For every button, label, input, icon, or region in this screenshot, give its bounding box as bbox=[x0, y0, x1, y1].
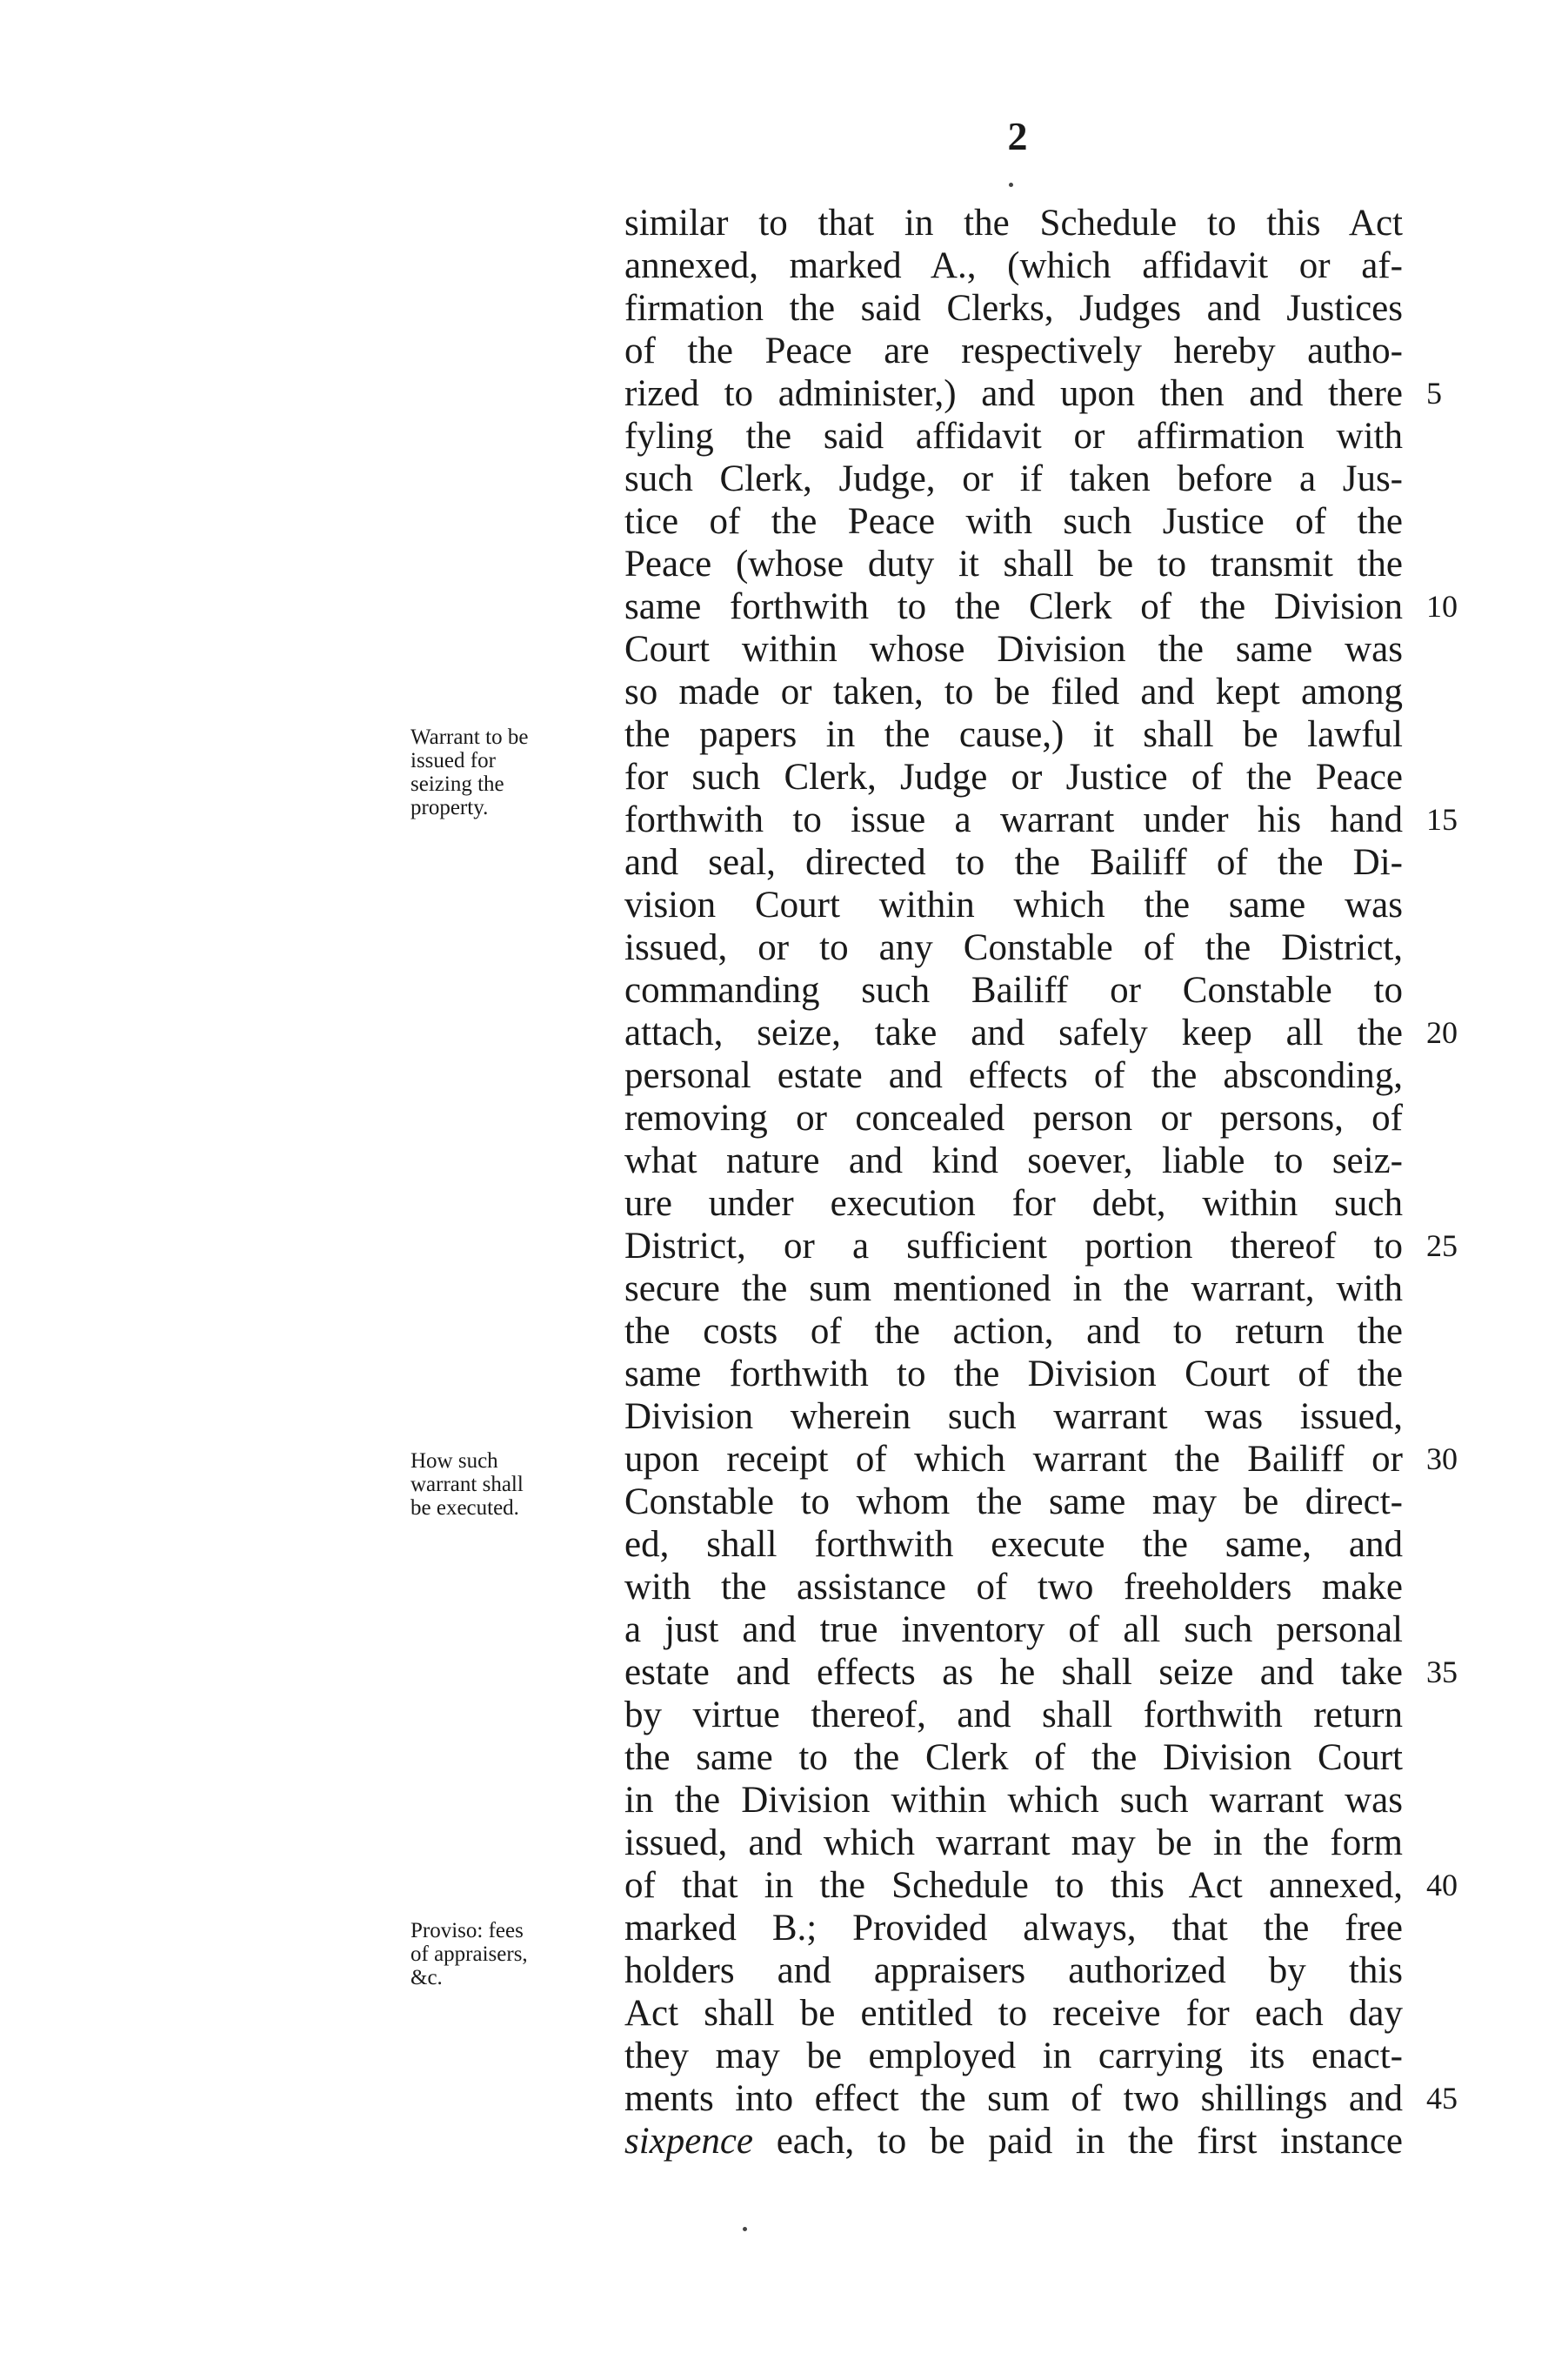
body-line-27: the costs of the action, and to return the bbox=[624, 1311, 1403, 1352]
body-line-18: issued, or to any Constable of the District, bbox=[624, 927, 1403, 968]
margin-note-line: Proviso: fees bbox=[410, 1919, 524, 1942]
body-line-26: secure the sum mentioned in the warrant, with bbox=[624, 1268, 1403, 1309]
margin-note-line: seizing the bbox=[410, 772, 504, 796]
ink-speck bbox=[1009, 183, 1013, 187]
body-line-1: similar to that in the Schedule to this Act bbox=[624, 203, 1403, 244]
body-line-9: Peace (whose duty it shall be to transmit the bbox=[624, 544, 1403, 585]
margin-note-execution bbox=[410, 1449, 619, 1520]
body-line-2: annexed, marked A., (which affidavit or af- bbox=[624, 245, 1403, 286]
body-line-43: Act shall be entitled to receive for each day bbox=[624, 1993, 1403, 2034]
body-line-6: fyling the said affidavit or affirmation with bbox=[624, 416, 1403, 457]
margin-note-line: be executed. bbox=[410, 1496, 519, 1520]
body-line-35: estate and effects as he shall seize and take bbox=[624, 1652, 1403, 1693]
body-line-5: rized to administer,) and upon then and there bbox=[624, 373, 1403, 414]
body-line-36: by virtue thereof, and shall forthwith return bbox=[624, 1695, 1403, 1735]
body-line-46 bbox=[624, 2120, 1403, 2163]
body-line-39: issued, and which warrant may be in the form bbox=[624, 1822, 1403, 1863]
margin-note-line: warrant shall bbox=[410, 1473, 524, 1496]
body-line-45: ments into effect the sum of two shillings and bbox=[624, 2078, 1403, 2119]
line-number-40: 40 bbox=[1426, 1868, 1458, 1902]
body-line-28: same forthwith to the Division Court of the bbox=[624, 1354, 1403, 1394]
body-line-24: ure under execution for debt, within such bbox=[624, 1183, 1403, 1224]
body-line-29: Division wherein such warrant was issued, bbox=[624, 1396, 1403, 1437]
body-line-19: commanding such Bailiff or Constable to bbox=[624, 970, 1403, 1011]
margin-note-line: of appraisers, bbox=[410, 1942, 528, 1966]
line-number-30: 30 bbox=[1426, 1441, 1458, 1476]
line-number-25: 25 bbox=[1426, 1228, 1458, 1263]
margin-note-line: How such bbox=[410, 1449, 498, 1473]
line-number-15: 15 bbox=[1426, 802, 1458, 837]
margin-note-proviso bbox=[410, 1919, 619, 1989]
body-line-15: forthwith to issue a warrant under his hand bbox=[624, 799, 1403, 840]
line-number-45: 45 bbox=[1426, 2081, 1458, 2116]
body-line-32: ed, shall forthwith execute the same, and bbox=[624, 1524, 1403, 1565]
margin-note-line: property. bbox=[410, 796, 489, 819]
body-line-44: they may be employed in carrying its enact- bbox=[624, 2036, 1403, 2076]
body-line-38: in the Division within which such warrant was bbox=[624, 1780, 1403, 1821]
body-line-25: District, or a sufficient portion thereof to bbox=[624, 1226, 1403, 1267]
body-line-8: tice of the Peace with such Justice of the bbox=[624, 501, 1403, 542]
line-number-20: 20 bbox=[1426, 1015, 1458, 1050]
body-line-40: of that in the Schedule to this Act annexed, bbox=[624, 1865, 1403, 1906]
body-line-37: the same to the Clerk of the Division Court bbox=[624, 1737, 1403, 1778]
body-line-17: vision Court within which the same was bbox=[624, 885, 1403, 926]
body-line-42: holders and appraisers authorized by this bbox=[624, 1950, 1403, 1991]
body-line-13: the papers in the cause,) it shall be lawful bbox=[624, 714, 1403, 755]
line-number-5: 5 bbox=[1426, 376, 1442, 411]
line-number-10: 10 bbox=[1426, 589, 1458, 624]
body-line-14: for such Clerk, Judge or Justice of the Peace bbox=[624, 757, 1403, 798]
body-line-11: Court within whose Division the same was bbox=[624, 629, 1403, 670]
body-text bbox=[624, 202, 1403, 2163]
body-line-3: firmation the said Clerks, Judges and Justices bbox=[624, 288, 1403, 329]
body-line-41: marked B.; Provided always, that the free bbox=[624, 1908, 1403, 1949]
margin-note-line: &c. bbox=[410, 1966, 443, 1989]
body-line-7: such Clerk, Judge, or if taken before a Jus- bbox=[624, 458, 1403, 499]
margin-note-warrant bbox=[410, 725, 619, 819]
body-line-34: a just and true inventory of all such personal bbox=[624, 1609, 1403, 1650]
body-line-10: same forthwith to the Clerk of the Division bbox=[624, 586, 1403, 627]
body-line-31: Constable to whom the same may be direct- bbox=[624, 1481, 1403, 1522]
body-line-12: so made or taken, to be filed and kept among bbox=[624, 672, 1403, 712]
body-line-30: upon receipt of which warrant the Bailiff or bbox=[624, 1439, 1403, 1480]
line-number-35: 35 bbox=[1426, 1655, 1458, 1689]
italic-word: sixpence bbox=[624, 2121, 754, 2162]
body-line-33: with the assistance of two freeholders make bbox=[624, 1567, 1403, 1608]
body-line-4: of the Peace are respectively hereby autho- bbox=[624, 331, 1403, 371]
body-line-20: attach, seize, take and safely keep all the bbox=[624, 1013, 1403, 1053]
page-number: 2 bbox=[1007, 114, 1028, 158]
ink-speck bbox=[743, 2227, 747, 2231]
body-line-22: removing or concealed person or persons, of bbox=[624, 1098, 1403, 1139]
margin-note-line: issued for bbox=[410, 749, 496, 772]
body-line-21: personal estate and effects of the absconding, bbox=[624, 1055, 1403, 1096]
body-line-16: and seal, directed to the Bailiff of the Di- bbox=[624, 842, 1403, 883]
body-line-23: what nature and kind soever, liable to seiz- bbox=[624, 1140, 1403, 1181]
margin-note-line: Warrant to be bbox=[410, 725, 529, 749]
last-line-rest: each, to be paid in the first instance bbox=[753, 2121, 1403, 2162]
